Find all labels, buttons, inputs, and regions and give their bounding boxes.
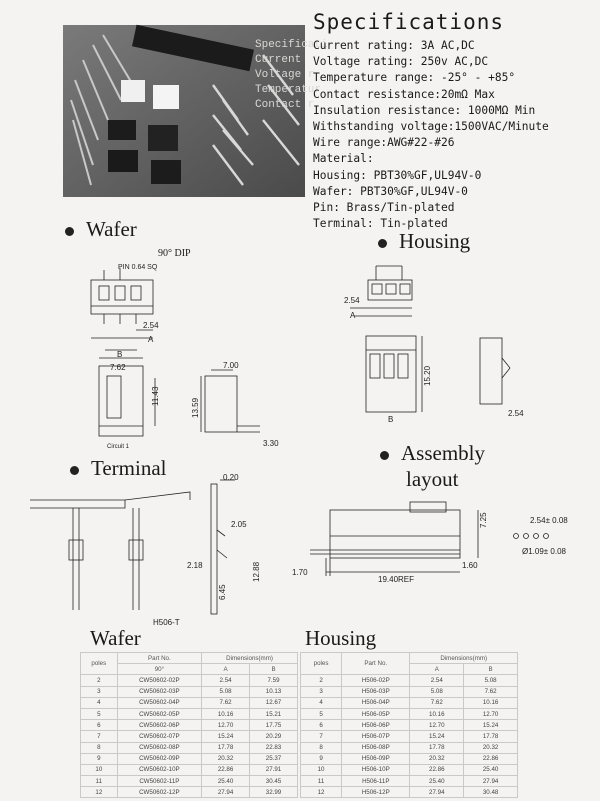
table-row xyxy=(301,675,518,686)
table-header: Dimensions(mm) xyxy=(202,653,298,664)
terminal-drawing xyxy=(25,470,295,630)
dim-label: 3.30 xyxy=(263,439,279,448)
table-cell: 10.16 xyxy=(410,708,464,719)
table-cell: 2.54 xyxy=(410,675,464,686)
spec-line: Voltage rating: 250v AC,DC xyxy=(313,55,489,69)
table-row xyxy=(301,708,518,719)
table-cell: 15.24 xyxy=(202,731,250,742)
table-cell: 11 xyxy=(301,776,342,787)
bullet-icon xyxy=(378,239,387,248)
table-row xyxy=(81,697,298,708)
wafer-subtitle: 90° DIP xyxy=(158,248,191,259)
specifications-list xyxy=(313,38,549,232)
table-cell: 7 xyxy=(81,731,118,742)
dim-label: 2.54± 0.08 xyxy=(530,516,568,525)
table-row xyxy=(81,675,298,686)
table-cell: H506-11P xyxy=(342,776,410,787)
table-cell: CW50602-06P xyxy=(117,720,201,731)
table-cell: H506-04P xyxy=(342,697,410,708)
table-cell: 3 xyxy=(81,686,118,697)
dim-label: 12.88 xyxy=(252,561,261,582)
table-header: poles xyxy=(81,653,118,675)
table-header: Dimensions(mm) xyxy=(410,653,518,664)
dim-label: 11.43 xyxy=(151,386,160,406)
wafer-heading: Wafer xyxy=(65,217,137,242)
table-cell: 7.62 xyxy=(410,697,464,708)
table-cell: 25.37 xyxy=(250,753,298,764)
table-cell: H506-07P xyxy=(342,731,410,742)
table-cell: CW50602-07P xyxy=(117,731,201,742)
table-cell: 27.94 xyxy=(464,776,518,787)
table-cell: 11 xyxy=(81,776,118,787)
table-cell: 22.86 xyxy=(410,764,464,775)
dim-label: 13.59 xyxy=(191,397,200,418)
table-cell: 5 xyxy=(81,708,118,719)
table-cell: 20.32 xyxy=(410,753,464,764)
specifications-title: Specifications xyxy=(313,10,505,34)
dim-label: 7.62 xyxy=(110,363,126,372)
table-cell: 4 xyxy=(301,697,342,708)
table-cell: 17.78 xyxy=(410,742,464,753)
spec-line: Current rating: 3A AC,DC xyxy=(313,39,475,52)
table-header: A xyxy=(410,664,464,675)
dim-label: 2.18 xyxy=(187,561,203,570)
wafer-table-title: Wafer xyxy=(90,626,141,650)
table-cell: 27.94 xyxy=(410,787,464,798)
dim-label: A xyxy=(148,335,154,344)
table-cell: 6 xyxy=(81,720,118,731)
table-cell: 10 xyxy=(81,764,118,775)
table-cell: 7.59 xyxy=(250,675,298,686)
table-cell: 5.08 xyxy=(202,686,250,697)
spec-line: Contact resistance:20mΩ Max xyxy=(313,87,495,101)
table-cell: CW50602-03P xyxy=(117,686,201,697)
dim-label: 2.54 xyxy=(508,409,524,418)
dim-label: 0.20 xyxy=(223,473,239,482)
table-cell: 10.16 xyxy=(202,708,250,719)
housing-table-title: Housing xyxy=(305,626,377,650)
table-cell: 27.94 xyxy=(202,787,250,798)
part-label: H506-T xyxy=(153,618,180,627)
table-cell: CW50602-09P xyxy=(117,753,201,764)
table-row xyxy=(81,787,298,798)
dim-label: Ø1.09± 0.08 xyxy=(522,547,566,556)
spec-line: Wafer: PBT30%GF,UL94V-0 xyxy=(313,184,468,198)
table-cell: 17.75 xyxy=(250,720,298,731)
table-row xyxy=(301,686,518,697)
table-cell: 20.32 xyxy=(464,742,518,753)
table-cell: 30.45 xyxy=(250,776,298,787)
housing-heading: Housing xyxy=(378,229,470,254)
spec-line: Material: xyxy=(313,152,374,166)
table-header: Part No. xyxy=(117,653,201,664)
table-cell: 12.70 xyxy=(202,720,250,731)
table-row xyxy=(301,697,518,708)
table-cell: 10.16 xyxy=(464,697,518,708)
table-cell: 9 xyxy=(301,753,342,764)
table-cell: 25.40 xyxy=(202,776,250,787)
spec-line: Wire range:AWG#22-#26 xyxy=(313,136,455,150)
table-cell: 4 xyxy=(81,697,118,708)
table-header: A xyxy=(202,664,250,675)
table-header: 90° xyxy=(117,664,201,675)
dim-label: 2.54 xyxy=(344,296,360,305)
table-row xyxy=(301,720,518,731)
spec-line: Pin: Brass/Tin-plated xyxy=(313,201,455,215)
dim-label: 2.05 xyxy=(231,520,247,529)
table-cell: 22.83 xyxy=(250,742,298,753)
table-row xyxy=(81,720,298,731)
bullet-icon xyxy=(380,451,389,460)
table-cell: 8 xyxy=(81,742,118,753)
dim-label: 7.00 xyxy=(223,361,239,370)
table-cell: 20.32 xyxy=(202,753,250,764)
table-cell: 15.24 xyxy=(464,720,518,731)
table-cell: 2.54 xyxy=(202,675,250,686)
table-cell: 30.48 xyxy=(464,787,518,798)
table-cell: 25.40 xyxy=(410,776,464,787)
circuit-label: Circuit 1 xyxy=(107,444,130,450)
table-cell: 7.62 xyxy=(464,686,518,697)
table-row xyxy=(81,776,298,787)
table-cell: 9 xyxy=(81,753,118,764)
table-cell: 3 xyxy=(301,686,342,697)
assembly-heading: Assembly layout xyxy=(380,440,485,492)
wafer-table xyxy=(80,652,298,798)
table-cell: H506-06P xyxy=(342,720,410,731)
spec-line: Insulation resistance: 1000MΩ Min xyxy=(313,103,536,117)
table-cell: H506-08P xyxy=(342,742,410,753)
table-cell: 12.70 xyxy=(410,720,464,731)
table-row xyxy=(81,753,298,764)
table-row xyxy=(301,787,518,798)
table-cell: 10 xyxy=(301,764,342,775)
spec-line: Withstanding voltage:1500VAC/Minute xyxy=(313,120,549,134)
dim-label: B xyxy=(117,350,123,359)
table-cell: 20.29 xyxy=(250,731,298,742)
table-cell: 7.62 xyxy=(202,697,250,708)
housing-table xyxy=(300,652,518,798)
table-row xyxy=(81,764,298,775)
table-cell: 7 xyxy=(301,731,342,742)
table-cell: 15.24 xyxy=(410,731,464,742)
table-cell: CW50602-08P xyxy=(117,742,201,753)
table-cell: 8 xyxy=(301,742,342,753)
terminal-heading: Terminal xyxy=(70,456,167,481)
table-cell: 12 xyxy=(81,787,118,798)
table-cell: 5.08 xyxy=(464,675,518,686)
table-row xyxy=(301,731,518,742)
table-cell: H506-12P xyxy=(342,787,410,798)
dim-label: 1.60 xyxy=(462,561,478,570)
dim-label: 6.45 xyxy=(218,584,227,600)
table-cell: H506-10P xyxy=(342,764,410,775)
bleed-through-text: Specificati Current Voltage r Temperatur Contact r xyxy=(255,39,328,111)
table-cell: 17.78 xyxy=(202,742,250,753)
table-cell: 2 xyxy=(301,675,342,686)
table-cell: 12.70 xyxy=(464,708,518,719)
dim-label: 2.54 xyxy=(143,321,159,330)
dim-label: 7.25 xyxy=(479,512,488,528)
table-cell: 32.99 xyxy=(250,787,298,798)
table-row xyxy=(81,742,298,753)
table-cell: 22.86 xyxy=(464,753,518,764)
table-cell: CW50602-12P xyxy=(117,787,201,798)
table-cell: 22.86 xyxy=(202,764,250,775)
table-cell: 15.21 xyxy=(250,708,298,719)
table-cell: 5 xyxy=(301,708,342,719)
table-cell: 5.08 xyxy=(410,686,464,697)
table-header: poles xyxy=(301,653,342,675)
table-cell: 27.91 xyxy=(250,764,298,775)
table-cell: 2 xyxy=(81,675,118,686)
wafer-drawing xyxy=(55,258,315,453)
table-cell: 10.13 xyxy=(250,686,298,697)
pin-size-label: PIN 0.64 SQ xyxy=(118,264,158,271)
table-header: Part No. xyxy=(342,653,410,675)
table-cell: CW50602-10P xyxy=(117,764,201,775)
table-cell: H506-09P xyxy=(342,753,410,764)
table-cell: 12.67 xyxy=(250,697,298,708)
table-cell: 6 xyxy=(301,720,342,731)
table-row xyxy=(301,753,518,764)
dim-label: 15.20 xyxy=(423,365,432,386)
table-cell: H506-05P xyxy=(342,708,410,719)
dim-label: A xyxy=(350,311,356,320)
dim-label: 19.40REF xyxy=(378,575,415,584)
table-cell: H506-02P xyxy=(342,675,410,686)
table-cell: CW50602-11P xyxy=(117,776,201,787)
table-cell: CW50602-04P xyxy=(117,697,201,708)
table-cell: CW50602-05P xyxy=(117,708,201,719)
spec-line: Terminal: Tin-plated xyxy=(313,217,448,231)
table-row xyxy=(81,708,298,719)
table-cell: H506-03P xyxy=(342,686,410,697)
spec-line: Housing: PBT30%GF,UL94V-0 xyxy=(313,168,482,182)
table-cell: 25.40 xyxy=(464,764,518,775)
table-header: B xyxy=(464,664,518,675)
table-cell: 17.78 xyxy=(464,731,518,742)
housing-drawing xyxy=(340,258,540,424)
table-cell: 12 xyxy=(301,787,342,798)
table-row xyxy=(301,764,518,775)
table-cell: CW50602-02P xyxy=(117,675,201,686)
assembly-drawing xyxy=(290,490,590,590)
table-header: B xyxy=(250,664,298,675)
bullet-icon xyxy=(65,227,74,236)
table-row xyxy=(301,742,518,753)
table-row xyxy=(81,731,298,742)
dim-label: 1.70 xyxy=(292,568,308,577)
table-row xyxy=(301,776,518,787)
dim-label: B xyxy=(388,415,394,424)
table-row xyxy=(81,686,298,697)
spec-line: Temperature range: -25° - +85° xyxy=(313,71,516,85)
